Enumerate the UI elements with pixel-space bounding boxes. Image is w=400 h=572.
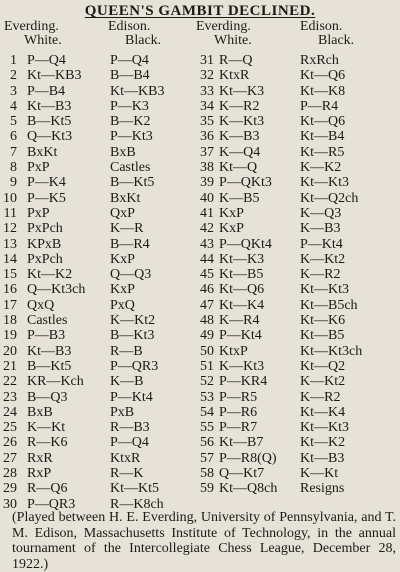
move-row xyxy=(0,84,400,99)
right-black-move: K—Q3 xyxy=(300,205,342,221)
move-row xyxy=(0,160,400,175)
left-move-number: 9 xyxy=(10,175,17,191)
left-black-move: P—K3 xyxy=(110,98,149,114)
left-move-number: 20 xyxy=(3,343,17,359)
right-black-move: RxRch xyxy=(300,53,339,68)
header-left-black-name: Edison. xyxy=(108,19,151,34)
left-move-number: 22 xyxy=(3,374,17,390)
left-black-move: P—Kt4 xyxy=(110,389,153,405)
left-move-number: 8 xyxy=(10,160,17,176)
move-row xyxy=(0,405,400,420)
right-move-number: 58 xyxy=(200,466,214,482)
right-black-move: Resigns xyxy=(300,481,345,497)
left-move-number: 16 xyxy=(3,282,17,298)
left-move-number: 17 xyxy=(3,297,17,313)
right-black-move: Kt—R5 xyxy=(300,144,345,160)
move-row xyxy=(0,451,400,466)
left-white-move: P—B3 xyxy=(27,328,66,344)
right-white-move: K—Q4 xyxy=(219,144,261,160)
right-move-number: 59 xyxy=(200,481,214,497)
left-move-number: 7 xyxy=(10,144,17,160)
left-white-move: K—Kt xyxy=(27,420,66,436)
left-white-move: R—K6 xyxy=(27,435,68,451)
header-right-black-label: Black. xyxy=(318,33,355,48)
right-white-move: K—R2 xyxy=(219,98,260,114)
move-row xyxy=(0,344,400,359)
left-move-number: 29 xyxy=(3,481,17,497)
move-row xyxy=(0,466,400,481)
right-move-number: 52 xyxy=(200,374,214,390)
left-white-move: RxP xyxy=(27,466,52,482)
right-move-number: 44 xyxy=(200,251,214,267)
right-move-number: 32 xyxy=(200,68,214,84)
right-move-number: 57 xyxy=(200,450,214,466)
left-black-move: K—B xyxy=(110,374,144,390)
right-black-move: K—K2 xyxy=(300,160,342,176)
right-move-number: 42 xyxy=(200,221,214,237)
left-white-move: Kt—B3 xyxy=(27,98,72,114)
left-white-move: BxB xyxy=(27,404,53,420)
right-move-number: 49 xyxy=(200,328,214,344)
right-white-move: P—R6 xyxy=(219,404,258,420)
right-white-move: P—R8(Q) xyxy=(219,450,277,466)
header-left-white-label: White. xyxy=(24,33,62,48)
left-move-number: 6 xyxy=(10,129,17,145)
move-row xyxy=(0,175,400,190)
left-white-move: PxP xyxy=(27,160,50,176)
left-move-number: 26 xyxy=(3,435,17,451)
right-white-move: KtxP xyxy=(219,343,248,359)
left-black-move: PxB xyxy=(110,404,135,420)
left-black-move: R—B3 xyxy=(110,420,150,436)
move-row xyxy=(0,237,400,252)
move-row xyxy=(0,481,400,496)
move-row xyxy=(0,53,400,68)
move-row xyxy=(0,359,400,374)
left-white-move: PxPch xyxy=(27,221,63,237)
right-white-move: Kt—Q xyxy=(219,160,258,176)
right-move-number: 46 xyxy=(200,282,214,298)
header-right-black-name: Edison. xyxy=(300,19,343,34)
right-white-move: K—B5 xyxy=(219,190,260,206)
right-move-number: 48 xyxy=(200,313,214,329)
right-white-move: K—R4 xyxy=(219,313,260,329)
left-black-move: B—K2 xyxy=(110,114,151,130)
left-black-move: KtxR xyxy=(110,450,141,466)
right-black-move: Kt—Q6 xyxy=(300,114,346,130)
right-move-number: 53 xyxy=(200,389,214,405)
right-white-move: KxP xyxy=(219,205,244,221)
left-black-move: B—R4 xyxy=(110,236,150,252)
move-row xyxy=(0,114,400,129)
left-white-move: QxQ xyxy=(27,297,55,313)
right-black-move: Kt—Q2ch xyxy=(300,190,359,206)
left-white-move: Q—Kt3ch xyxy=(27,282,86,298)
right-move-number: 33 xyxy=(200,83,214,99)
left-black-move: Kt—KB3 xyxy=(110,83,165,99)
move-row xyxy=(0,313,400,328)
right-black-move: Kt—K8 xyxy=(300,83,346,99)
left-move-number: 13 xyxy=(3,236,17,252)
header-right-white-name: Everding. xyxy=(196,19,251,34)
right-white-move: K—Kt3 xyxy=(219,114,265,130)
left-white-move: Castles xyxy=(27,313,68,329)
right-white-move: KxP xyxy=(219,221,244,237)
right-white-move: K—B3 xyxy=(219,129,260,145)
right-move-number: 37 xyxy=(200,144,214,160)
left-white-move: P—QR3 xyxy=(27,496,76,512)
left-move-number: 19 xyxy=(3,328,17,344)
move-row xyxy=(0,68,400,83)
left-white-move: Q—Kt3 xyxy=(27,129,73,145)
left-white-move: P—Q4 xyxy=(27,53,66,68)
right-white-move: Kt—Q8ch xyxy=(219,481,278,497)
left-move-number: 25 xyxy=(3,420,17,436)
move-row xyxy=(0,221,400,236)
right-black-move: Kt—Kt3 xyxy=(300,282,349,298)
right-black-move: Kt—B5ch xyxy=(300,297,358,313)
right-black-move: Kt—B3 xyxy=(300,450,345,466)
move-row xyxy=(0,252,400,267)
right-black-move: Kt—Kt3 xyxy=(300,420,349,436)
right-move-number: 45 xyxy=(200,267,214,283)
left-white-move: RxR xyxy=(27,450,53,466)
right-white-move: Kt—K3 xyxy=(219,251,265,267)
right-move-number: 39 xyxy=(200,175,214,191)
right-move-number: 35 xyxy=(200,114,214,130)
move-row xyxy=(0,99,400,114)
left-black-move: B—B4 xyxy=(110,68,150,84)
right-black-move: Kt—Kt3ch xyxy=(300,343,363,359)
left-move-number: 2 xyxy=(10,68,17,84)
left-black-move: KxP xyxy=(110,282,135,298)
left-white-move: KPxB xyxy=(27,236,62,252)
right-move-number: 55 xyxy=(200,420,214,436)
right-black-move: Kt—Kt3 xyxy=(300,175,349,191)
left-black-move: Q—Q3 xyxy=(110,267,152,283)
move-row xyxy=(0,267,400,282)
game-title: QUEEN'S GAMBIT DECLINED. xyxy=(84,3,316,19)
left-move-number: 28 xyxy=(3,466,17,482)
right-black-move: Kt—B5 xyxy=(300,328,345,344)
left-white-move: B—Kt5 xyxy=(27,358,72,374)
left-white-move: R—Q6 xyxy=(27,481,68,497)
left-black-move: R—K8ch xyxy=(110,496,164,512)
game-note xyxy=(12,510,396,572)
right-white-move: P—R7 xyxy=(219,420,258,436)
move-row xyxy=(0,145,400,160)
right-move-number: 31 xyxy=(200,53,214,68)
left-black-move: P—Kt3 xyxy=(110,129,153,145)
left-white-move: KR—Kch xyxy=(27,374,84,390)
right-black-move: Kt—Q6 xyxy=(300,68,346,84)
left-black-move: P—Q4 xyxy=(110,435,149,451)
left-move-number: 12 xyxy=(3,221,17,237)
right-black-move: Kt—K2 xyxy=(300,435,346,451)
moves-table xyxy=(0,53,400,512)
right-move-number: 41 xyxy=(200,205,214,221)
right-move-number: 40 xyxy=(200,190,214,206)
right-black-move: K—Kt2 xyxy=(300,374,346,390)
right-white-move: Kt—B5 xyxy=(219,267,264,283)
move-row xyxy=(0,282,400,297)
right-black-move: Kt—Q2 xyxy=(300,358,346,374)
right-white-move: P—Kt4 xyxy=(219,328,262,344)
right-move-number: 51 xyxy=(200,358,214,374)
note-text: (Played between H. E. Everding, University of Pennsylvania, and T. M. Edison, Massachusetts Institute of Technology, in the annual tournament of the Intercollegiate Chess League, December 28, 1922.) xyxy=(12,510,396,572)
left-black-move: B—Kt5 xyxy=(110,175,155,191)
left-move-number: 18 xyxy=(3,313,17,329)
left-black-move: Castles xyxy=(110,160,151,176)
right-move-number: 54 xyxy=(200,404,214,420)
left-black-move: BxB xyxy=(110,144,136,160)
left-move-number: 24 xyxy=(3,404,17,420)
left-white-move: B—Kt5 xyxy=(27,114,72,130)
right-move-number: 47 xyxy=(200,297,214,313)
right-white-move: KtxR xyxy=(219,68,250,84)
right-black-move: K—Kt2 xyxy=(300,251,346,267)
right-black-move: Kt—K4 xyxy=(300,404,346,420)
right-white-move: Kt—Q6 xyxy=(219,282,265,298)
left-move-number: 21 xyxy=(3,358,17,374)
right-black-move: Kt—B4 xyxy=(300,129,345,145)
right-black-move: K—B3 xyxy=(300,221,341,237)
left-black-move: KxP xyxy=(110,251,135,267)
header-right-white-label: White. xyxy=(214,33,252,48)
left-white-move: PxP xyxy=(27,205,50,221)
right-white-move: K—Kt3 xyxy=(219,358,265,374)
left-move-number: 23 xyxy=(3,389,17,405)
move-row xyxy=(0,206,400,221)
right-move-number: 34 xyxy=(200,98,214,114)
move-row xyxy=(0,129,400,144)
right-black-move: P—Kt4 xyxy=(300,236,343,252)
right-white-move: Kt—K3 xyxy=(219,83,265,99)
left-black-move: R—K xyxy=(110,466,144,482)
right-move-number: 56 xyxy=(200,435,214,451)
move-row xyxy=(0,420,400,435)
right-white-move: P—R5 xyxy=(219,389,258,405)
move-row xyxy=(0,374,400,389)
left-move-number: 10 xyxy=(3,190,17,206)
right-black-move: Kt—K6 xyxy=(300,313,346,329)
left-white-move: P—K5 xyxy=(27,190,66,206)
left-white-move: P—B4 xyxy=(27,83,66,99)
right-move-number: 43 xyxy=(200,236,214,252)
right-move-number: 36 xyxy=(200,129,214,145)
left-white-move: PxPch xyxy=(27,251,63,267)
right-white-move: P—QKt3 xyxy=(219,175,272,191)
left-move-number: 4 xyxy=(10,98,17,114)
left-black-move: P—QR3 xyxy=(110,358,159,374)
left-black-move: B—Kt3 xyxy=(110,328,155,344)
left-move-number: 3 xyxy=(10,83,17,99)
right-black-move: K—R2 xyxy=(300,267,341,283)
left-black-move: K—Kt2 xyxy=(110,313,156,329)
move-row xyxy=(0,191,400,206)
left-black-move: P—Q4 xyxy=(110,53,149,68)
left-move-number: 11 xyxy=(3,205,17,221)
left-black-move: K—R xyxy=(110,221,144,237)
left-move-number: 1 xyxy=(10,53,17,68)
move-row xyxy=(0,390,400,405)
header-left-white-name: Everding. xyxy=(4,19,59,34)
right-white-move: P—QKt4 xyxy=(219,236,272,252)
right-move-number: 38 xyxy=(200,160,214,176)
left-black-move: Kt—Kt5 xyxy=(110,481,159,497)
left-white-move: Kt—KB3 xyxy=(27,68,82,84)
left-black-move: BxKt xyxy=(110,190,141,206)
left-white-move: Kt—B3 xyxy=(27,343,72,359)
right-black-move: P—R4 xyxy=(300,98,339,114)
left-white-move: B—Q3 xyxy=(27,389,68,405)
header-left-black-label: Black. xyxy=(125,33,162,48)
left-move-number: 14 xyxy=(3,251,17,267)
left-move-number: 15 xyxy=(3,267,17,283)
left-black-move: PxQ xyxy=(110,297,135,313)
left-black-move: R—B xyxy=(110,343,143,359)
left-white-move: Kt—K2 xyxy=(27,267,73,283)
right-black-move: K—Kt xyxy=(300,466,339,482)
right-white-move: Q—Kt7 xyxy=(219,466,265,482)
move-row xyxy=(0,435,400,450)
left-white-move: BxKt xyxy=(27,144,58,160)
right-white-move: Kt—B7 xyxy=(219,435,264,451)
move-row xyxy=(0,328,400,343)
left-move-number: 30 xyxy=(3,496,17,512)
left-move-number: 27 xyxy=(3,450,17,466)
right-black-move: K—R2 xyxy=(300,389,341,405)
right-white-move: Kt—K4 xyxy=(219,297,265,313)
left-move-number: 5 xyxy=(10,114,17,130)
right-white-move: P—KR4 xyxy=(219,374,268,390)
left-black-move: QxP xyxy=(110,205,135,221)
right-white-move: R—Q xyxy=(219,53,253,68)
move-row xyxy=(0,298,400,313)
left-white-move: P—K4 xyxy=(27,175,66,191)
right-move-number: 50 xyxy=(200,343,214,359)
